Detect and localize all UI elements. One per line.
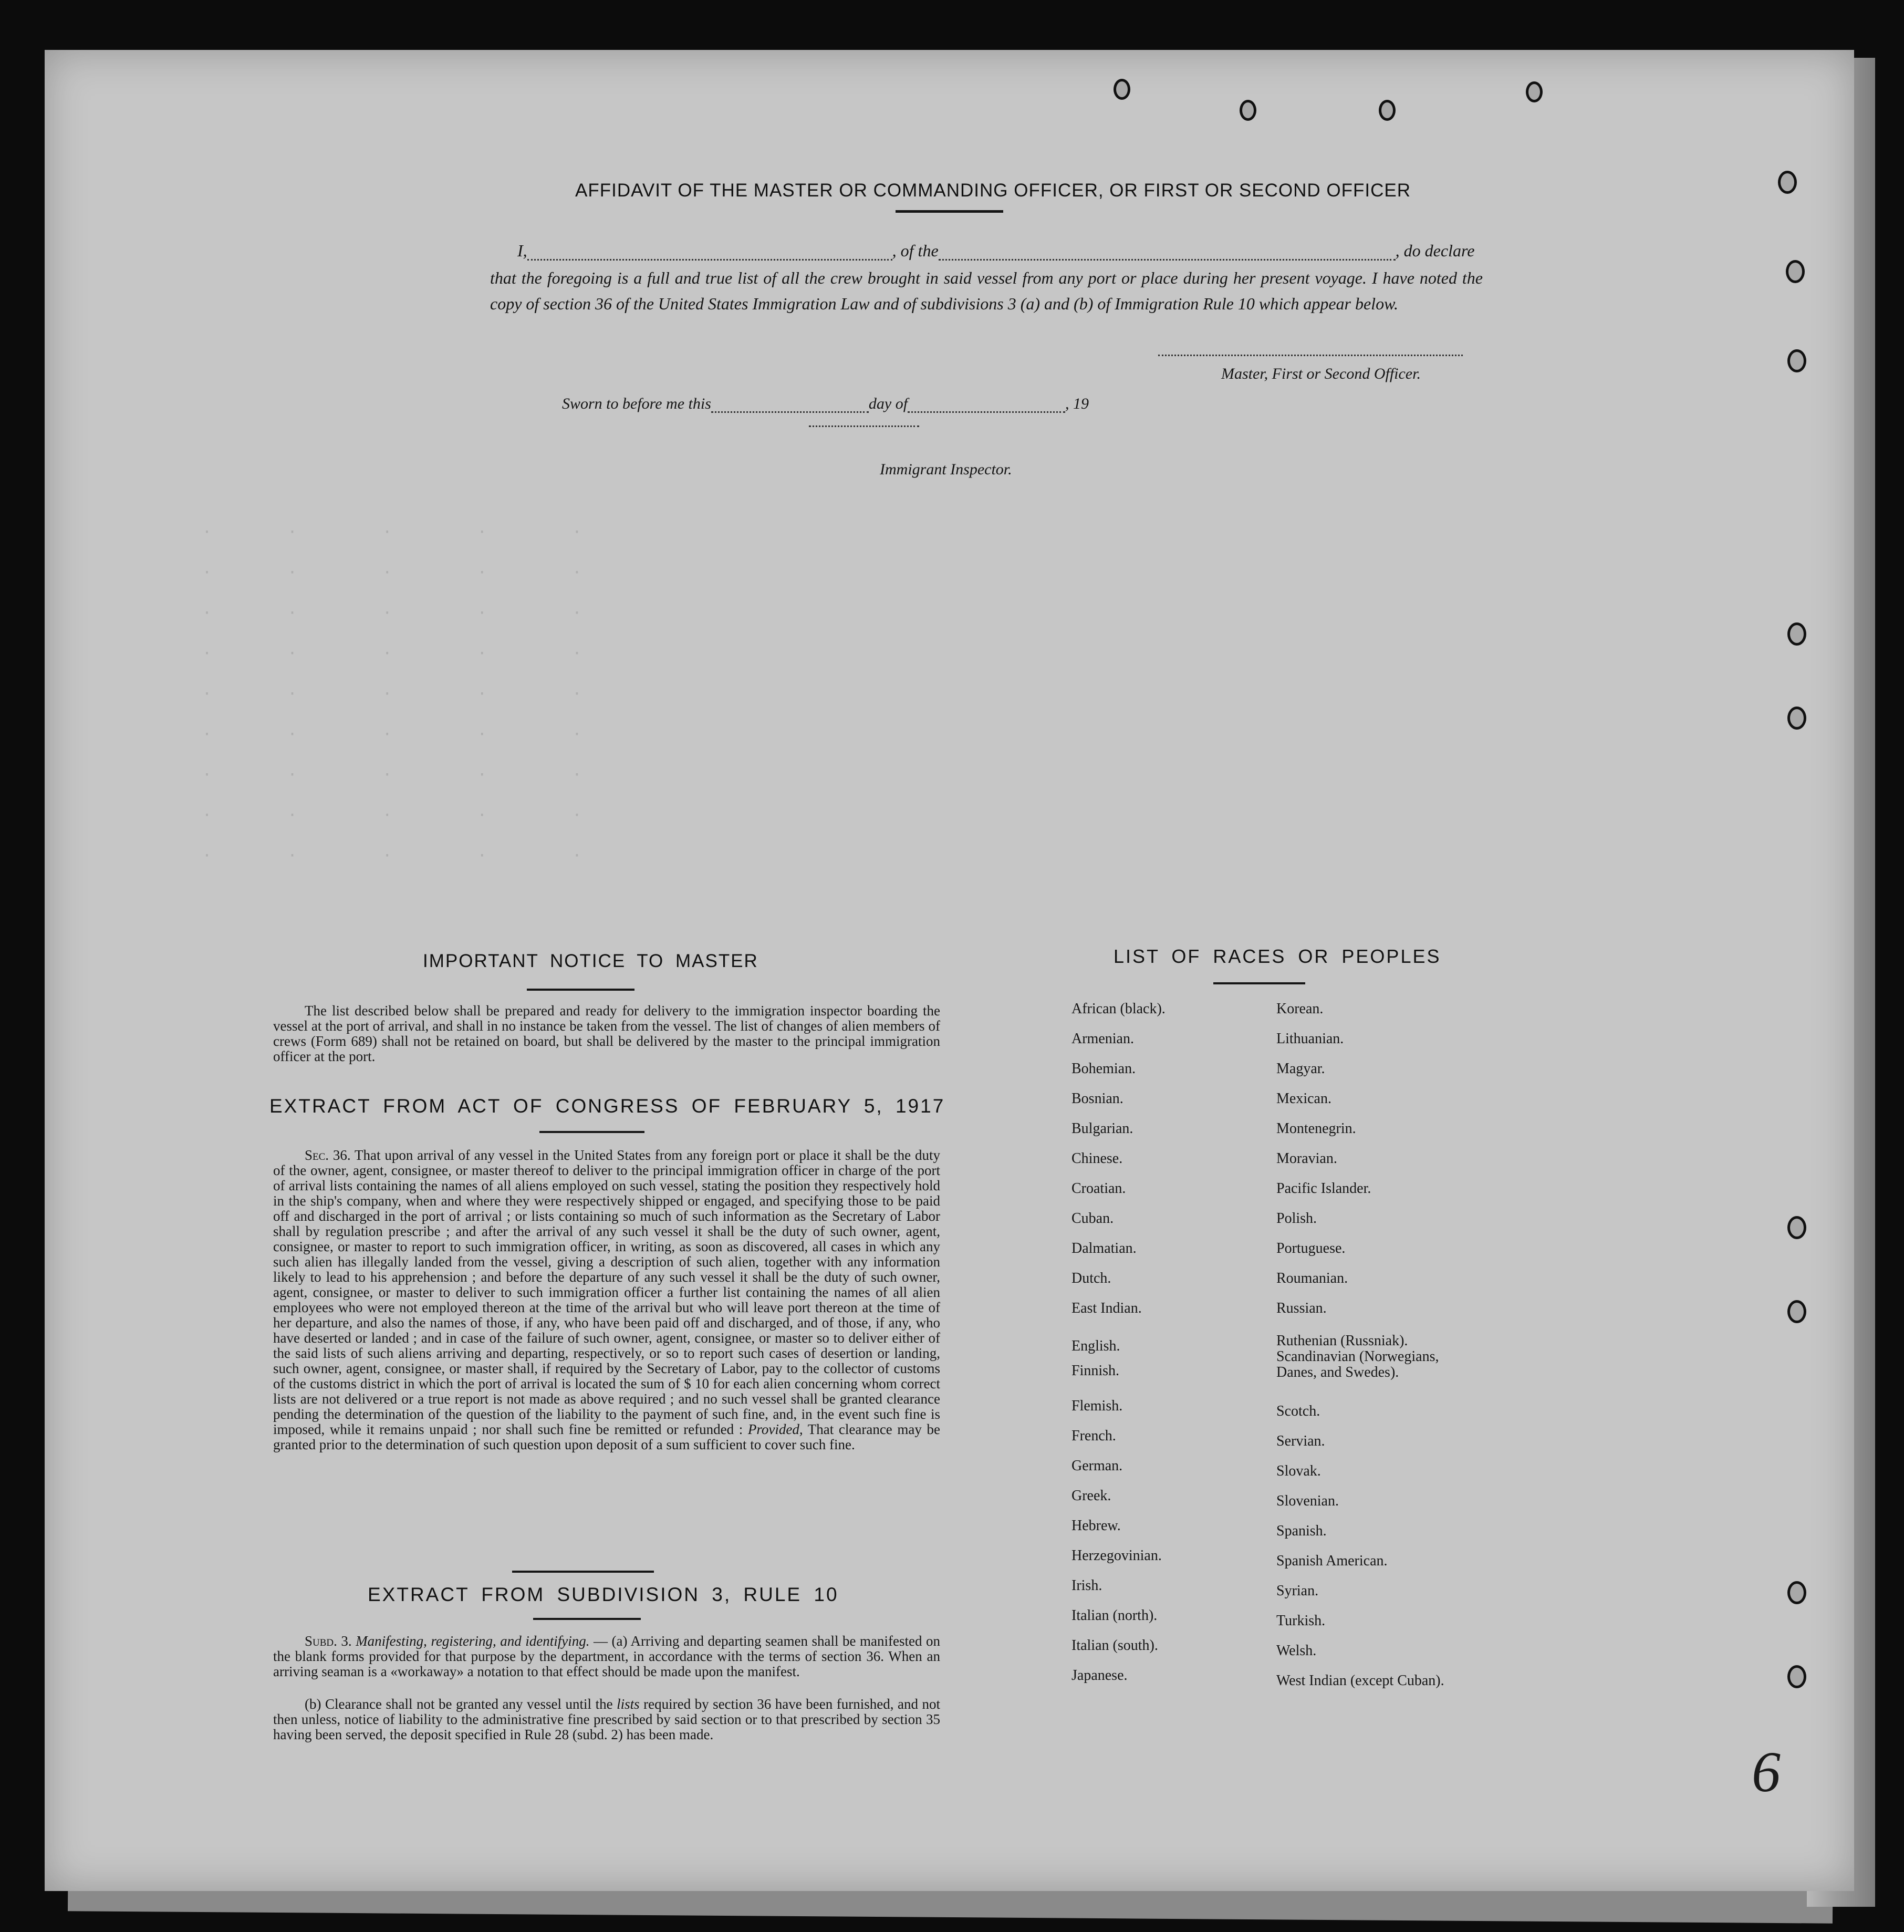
year-label: , 19 — [1065, 395, 1089, 412]
race-item: Armenian. — [1071, 1031, 1134, 1047]
race-item: Mexican. — [1276, 1090, 1331, 1107]
act-extract-text: Sec. 36. That upon arrival of any vessel in the United States from any foreign port or place it shall be the duty of the owner, agent, consignee, or master thereof to deliver to the principal immigration officer in charge of the port of arrival lists containing the names of all aliens employed on such vessel, stating the position they respectively hold in the ship's company, when and where they were respectively shipped or engaged, and specifying those to be paid off and discharged in the port of arrival ; or lists containing so much of such information as the Secretary of Labor shall by regulation prescribe ; and after the arrival of any such vessel it shall be the duty of such owner, agent, consignee, or master to report to such immigration officer, in writing, as soon as discovered, all cases in which any such alien has illegally landed from the vessel, giving a description of such alien, together with any information likely to lead to his apprehension ; and before the departure of any such vessel it shall be the duty of such owner, agent, consignee, or master to deliver to such immigration officer a further list containing the names of all alien employees who were not employed thereon at the time of the arrival but who will leave port thereon at the time of her departure, and also the names of those, if any, who have been paid off and discharged, and of those, if any, who have deserted or landed ; and in case of the failure of such owner, agent, consignee, or master so to deliver either of the said lists of such aliens arriving and departing, respectively, or so to report such cases of desertion or landing, such owner, agent, consignee, or master shall, if required by the Secretary of Labor, pay to the collector of customs of the customs district in which the port of arrival is located the sum of $ 10 for each alien concerning whom correct lists are not delivered or a true report is not made as above required ; and no such vessel shall be granted clearance pending the determination of the question of the liability to the payment of such fine, and, in the event such fine is imposed, while it remains unpaid ; nor shall such fine be remitted or refunded : Provided, That clearance may be granted prior to the determination of such question upon deposit of a sum sufficient to cover such fine. — [273, 1147, 941, 1452]
race-item: Bosnian. — [1071, 1090, 1123, 1107]
manifest-sheet — [45, 50, 1854, 1891]
rule-extract-title: EXTRACT FROM SUBDIVISION 3, RULE 10 — [368, 1584, 839, 1605]
inspector-signature-line[interactable] — [809, 425, 919, 427]
race-item: Greek. — [1071, 1488, 1111, 1504]
binder-hole — [1787, 622, 1806, 646]
race-item: Korean. — [1276, 1001, 1324, 1017]
sworn-line — [562, 395, 1089, 413]
master-signature-line[interactable] — [1158, 355, 1463, 356]
race-item: Polish. — [1276, 1210, 1317, 1227]
race-item: Lithuanian. — [1276, 1031, 1344, 1047]
race-item: East Indian. — [1071, 1300, 1142, 1316]
race-item: Spanish American. — [1276, 1553, 1388, 1569]
binder-hole — [1787, 1300, 1806, 1323]
race-item: Italian (south). — [1071, 1637, 1158, 1654]
inspector-signature-label: Immigrant Inspector. — [880, 461, 1012, 478]
races-title: LIST OF RACES OR PEOPLES — [1114, 946, 1441, 967]
race-item: French. — [1071, 1428, 1116, 1444]
act-extract-title: EXTRACT FROM ACT OF CONGRESS OF FEBRUARY 5, 1917 — [269, 1095, 945, 1117]
act-extract-title-rule — [539, 1131, 644, 1133]
races-title-rule — [1213, 982, 1305, 984]
race-item: Finnish. — [1071, 1363, 1120, 1379]
binder-hole — [1787, 1665, 1806, 1688]
race-item: Roumanian. — [1276, 1270, 1348, 1286]
affidavit-title-rule — [896, 210, 1003, 213]
subd-label: Subd. 3. — [305, 1633, 352, 1649]
sec-label: Sec. 36. — [305, 1147, 351, 1163]
notice-text: The list described below shall be prepared and ready for delivery to the immigration inspector boarding the vessel at the port of arrival, and shall in no instance be taken from the vessel. The list of changes of alien members of crews (Form 689) shall not be retained on board, but shall be delivered by the master to the principal immigration officer at the port. — [273, 1003, 940, 1064]
race-item: Slovenian. — [1276, 1493, 1339, 1509]
race-item: Herzegovinian. — [1071, 1547, 1162, 1564]
affidavit-title: AFFIDAVIT OF THE MASTER OR COMMANDING OFFICER, OR FIRST OR SECOND OFFICER — [575, 180, 1411, 201]
race-item: Flemish. — [1071, 1398, 1123, 1414]
punch-mark — [1114, 79, 1130, 100]
race-item: Chinese. — [1071, 1150, 1123, 1167]
race-item: Italian (north). — [1071, 1607, 1158, 1624]
punch-mark — [1379, 100, 1396, 121]
binder-hole — [1787, 1581, 1806, 1604]
handwritten-mark: 6 — [1752, 1740, 1781, 1804]
race-item: Portuguese. — [1276, 1240, 1346, 1256]
race-item: Hebrew. — [1071, 1518, 1121, 1534]
sworn-month-field[interactable] — [908, 399, 1065, 413]
rule-extract-para-a: Subd. 3. Manifesting, registering, and identifying. — (a) Arriving and departing seamen shall be manifested on the blank forms provided for that purpose by the department, in accordance with the terms of section 36. When an arriving seaman is a «workaway» a notation to that effect should be made upon the manifest. — [273, 1633, 940, 1679]
race-item: Scandinavian (Norwegians, — [1276, 1348, 1439, 1365]
act-extract-end-rule — [512, 1571, 654, 1573]
declare-label: , do declare — [1395, 241, 1475, 260]
binder-hole — [1778, 171, 1797, 194]
rule-extract-title-rule — [533, 1618, 641, 1620]
race-item: Dalmatian. — [1071, 1240, 1137, 1256]
race-item: Russian. — [1276, 1300, 1327, 1316]
i-label: I, — [517, 241, 527, 260]
race-item: Slovak. — [1276, 1463, 1321, 1479]
binder-hole — [1787, 1216, 1806, 1239]
race-item: German. — [1071, 1458, 1123, 1474]
punch-mark — [1526, 81, 1543, 102]
affidavit-body: that the foregoing is a full and true list of all the crew brought in said vessel from any port or place during her present voyage. I have noted the copy of section 36 of the United States Immigration Law and of subdivisions 3 (a) and (b) of Immigration Rule 10 which appear below. — [490, 268, 1483, 313]
name-field[interactable] — [527, 245, 892, 261]
race-item: English. — [1071, 1338, 1120, 1354]
binder-hole — [1787, 349, 1806, 372]
race-item: Pacific Islander. — [1276, 1180, 1371, 1197]
binder-hole — [1786, 260, 1805, 283]
race-item: Magyar. — [1276, 1061, 1325, 1077]
race-item: Cuban. — [1071, 1210, 1114, 1227]
race-item: Danes, and Swedes). — [1276, 1364, 1399, 1380]
race-item: Croatian. — [1071, 1180, 1126, 1197]
binder-hole — [1787, 707, 1806, 730]
master-signature-label: Master, First or Second Officer. — [1221, 365, 1421, 382]
race-item: Moravian. — [1276, 1150, 1337, 1167]
notice-title-rule — [527, 989, 634, 991]
bleed-through: · · · · · · · · · · · · · · · · · · · · · · · · · · · · · · · · · · · · · · · · · · · · · — [202, 523, 582, 865]
race-item: West Indian (except Cuban). — [1276, 1673, 1444, 1689]
race-item: Bulgarian. — [1071, 1120, 1133, 1137]
notice-title: IMPORTANT NOTICE TO MASTER — [423, 951, 758, 971]
race-item: Scotch. — [1276, 1403, 1320, 1419]
sworn-label: Sworn to before me this — [562, 395, 711, 412]
sworn-day-field[interactable] — [711, 399, 869, 413]
race-item: Bohemian. — [1071, 1061, 1136, 1077]
punch-mark — [1240, 100, 1256, 121]
race-item: Servian. — [1276, 1433, 1325, 1449]
race-item: African (black). — [1071, 1001, 1166, 1017]
race-item: Syrian. — [1276, 1583, 1319, 1599]
affidavit-first-line — [517, 241, 1483, 261]
subd-title: Manifesting, registering, and identifying. — [356, 1633, 590, 1649]
day-of-label: day of — [868, 395, 908, 412]
race-item: Ruthenian (Russniak). — [1276, 1333, 1408, 1349]
race-item: Montenegrin. — [1276, 1120, 1356, 1137]
rule-extract-para-b: (b) Clearance shall not be granted any vessel until the lists required by section 36 have been furnished, and not then unless, notice of liability to the administrative fine prescribed by said section or to that prescribed by section 35 having been served, the deposit specified in Rule 28 (subd. 2) has been made. — [273, 1696, 940, 1742]
race-item: Spanish. — [1276, 1523, 1327, 1539]
race-item: Japanese. — [1071, 1667, 1128, 1684]
race-item: Dutch. — [1071, 1270, 1111, 1286]
race-item: Welsh. — [1276, 1643, 1317, 1659]
of-the-label: , of the — [892, 241, 939, 260]
race-item: Irish. — [1071, 1577, 1102, 1594]
vessel-field[interactable] — [939, 245, 1396, 261]
race-item: Turkish. — [1276, 1613, 1326, 1629]
